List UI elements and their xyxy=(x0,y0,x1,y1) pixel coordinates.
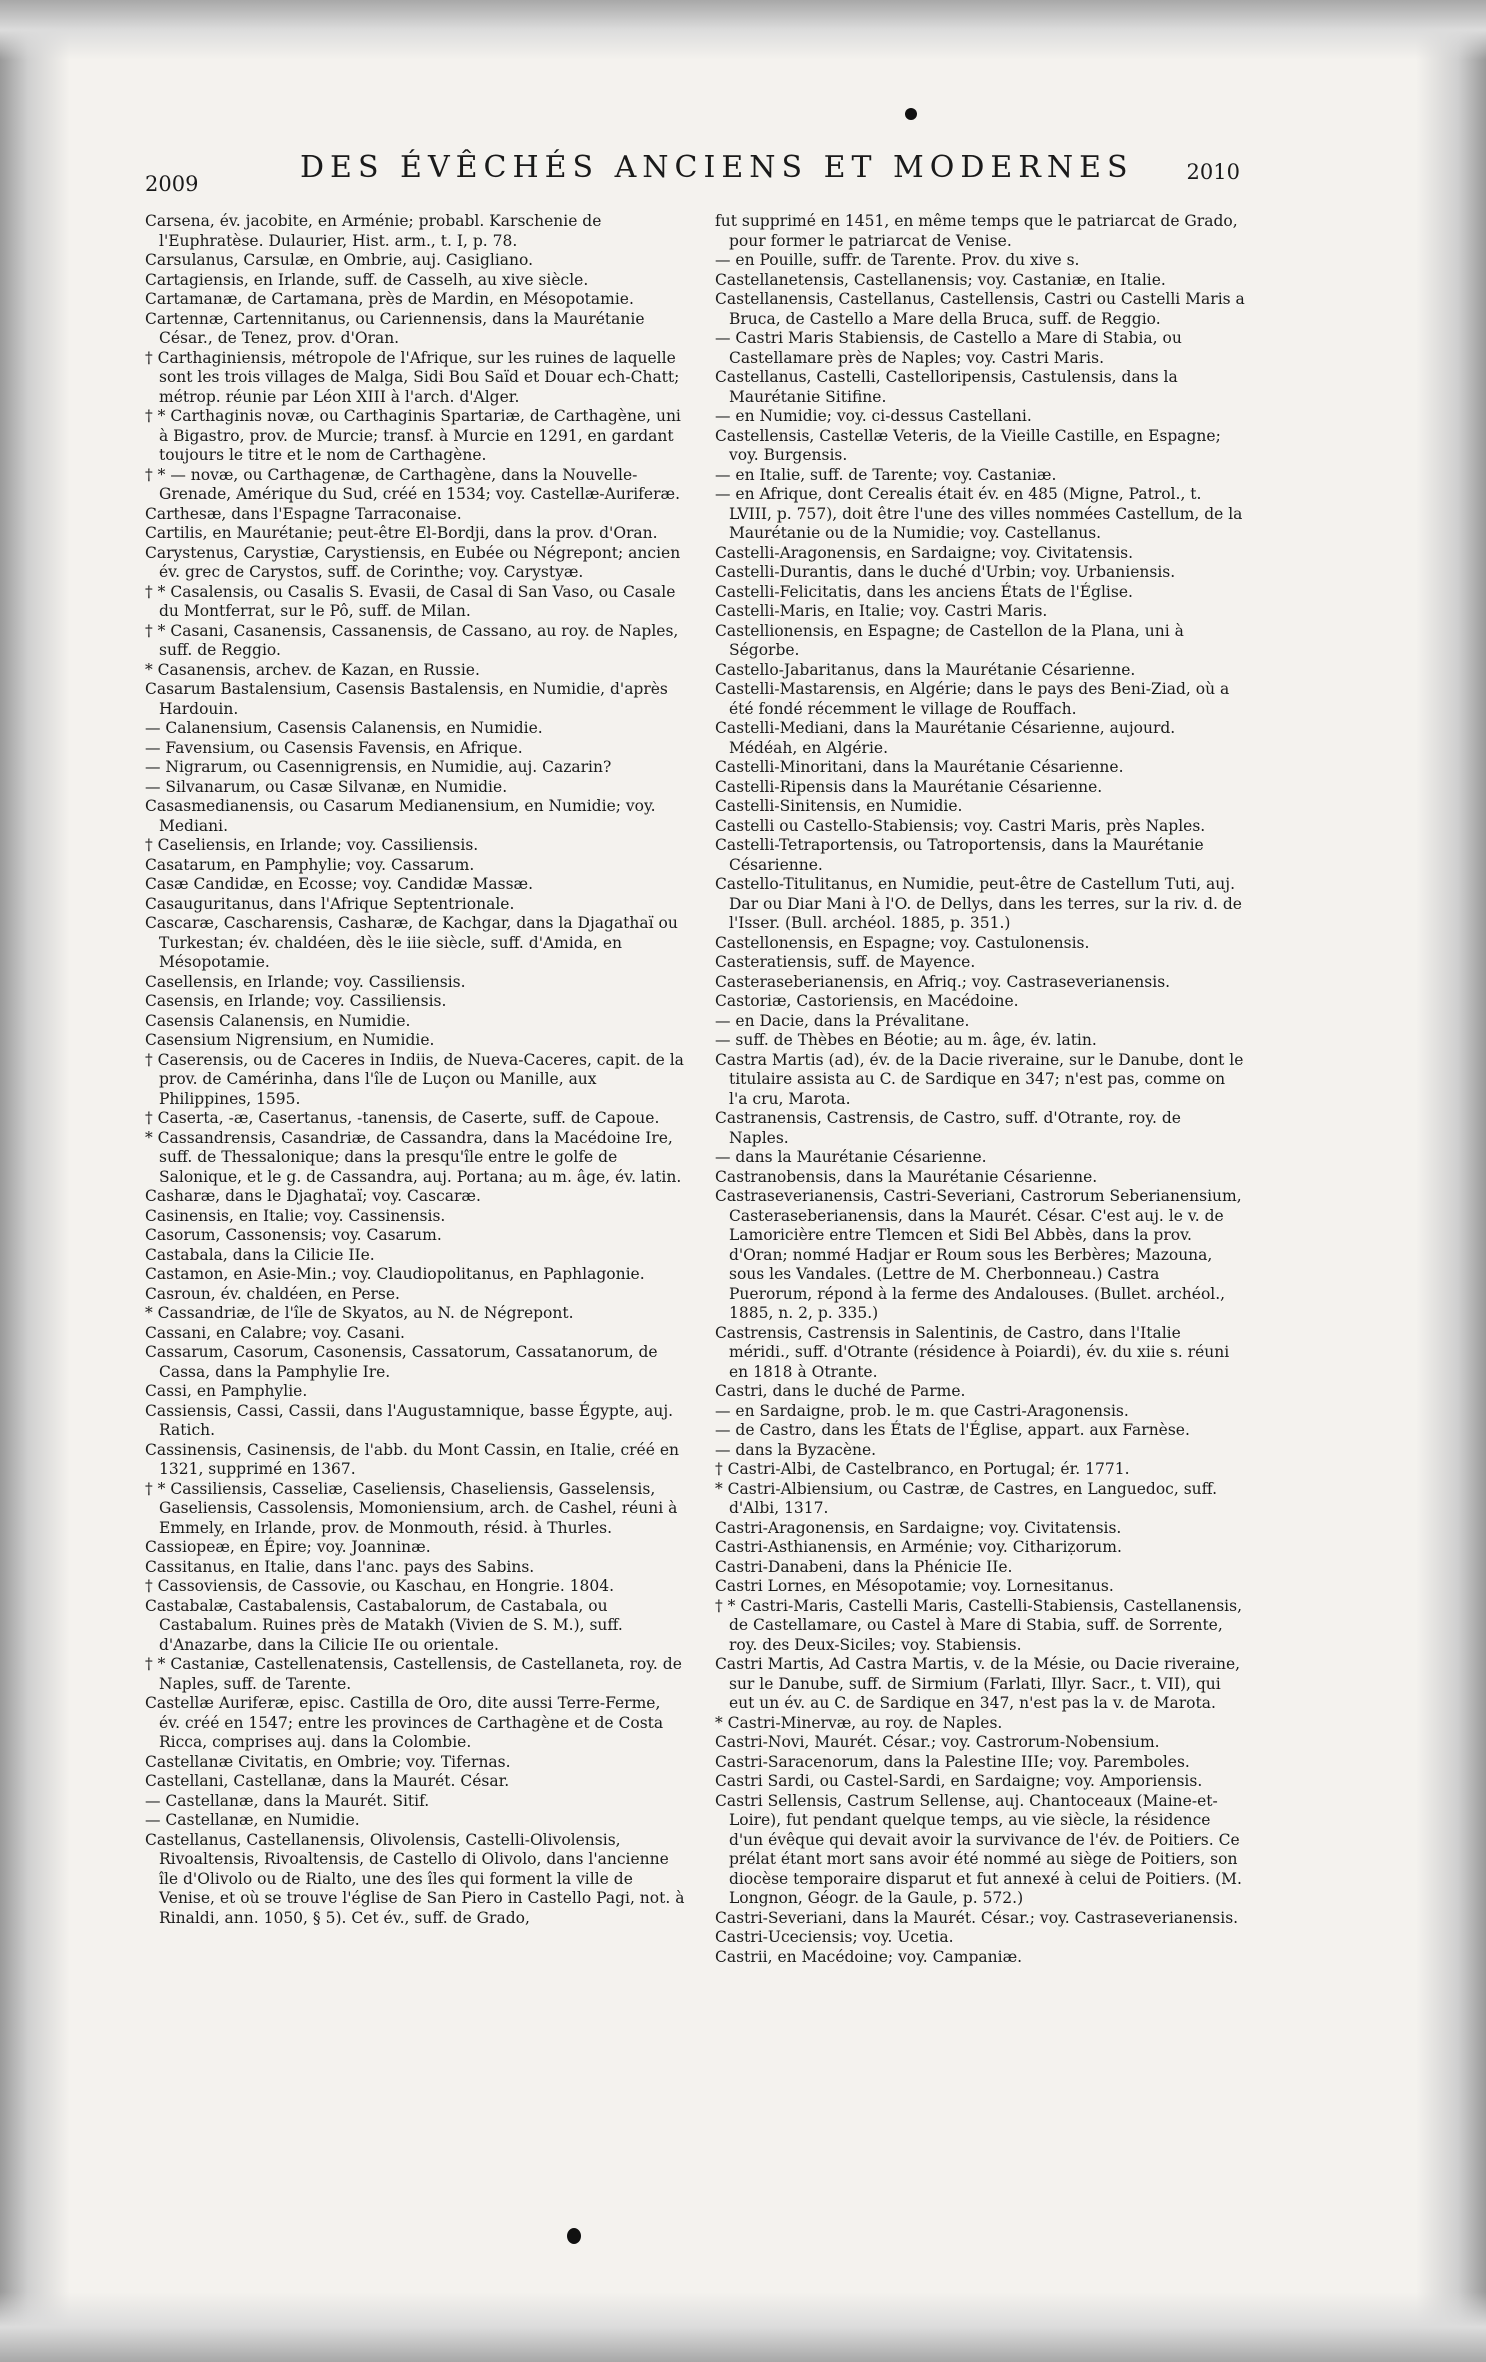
page-header xyxy=(145,150,1240,200)
dictionary-entry: Castelli-Sinitensis, en Numidie. xyxy=(715,797,963,815)
running-title: DES ÉVÊCHÉS ANCIENS ET MODERNES xyxy=(300,150,1134,185)
dictionary-entry: Castellonensis, en Espagne; voy. Castulonensis. xyxy=(715,933,1090,952)
dictionary-entry: † Cassoviensis, de Cassovie, ou Kaschau, en Hongrie. 1804. xyxy=(145,1577,615,1595)
dictionary-entry: Castellionensis, en Espagne; de Castellon de la Plana, uni à Ségorbe. xyxy=(715,621,1184,659)
dictionary-entry: * Cassandriæ, de l'île de Skyatos, au N. de Négrepont. xyxy=(145,1304,574,1322)
dictionary-entry: Castello-Titulitanus, en Numidie, peut-être de Castellum Tuti, auj. Dar ou Diar Mani à l'O. de Dellys, dans les terres, sur la riv. d. de l'Isser. (Bull. archéol. 1885, p. 351.) xyxy=(715,875,1242,932)
dictionary-entry: † Castri-Albi, de Castelbranco, en Portugal; ér. 1771. xyxy=(715,1460,1130,1478)
page-number-right: 2010 xyxy=(1186,160,1240,184)
dictionary-entry: — suff. de Thèbes en Béotie; au m. âge, év. latin. xyxy=(715,1031,1097,1049)
dictionary-entry: Castelli-Durantis, dans le duché d'Urbin; voy. Urbaniensis. xyxy=(715,563,1176,581)
dictionary-entry: † * Castaniæ, Castellenatensis, Castellensis, de Castellaneta, roy. de Naples, suff. de Tarente. xyxy=(145,1655,682,1693)
dictionary-entry: — Calanensium, Casensis Calanensis, en Numidie. xyxy=(145,719,543,737)
dictionary-entry: Castellæ Auriferæ, episc. Castilla de Oro, dite aussi Terre-Ferme, év. créé en 1547; entre les provinces de Carthagène et de Costa Ricca, comprises auj. dans la Colombie. xyxy=(145,1694,664,1751)
dictionary-entry: Cassani, en Calabre; voy. Casani. xyxy=(145,1323,405,1342)
dictionary-entry: Castri Martis, Ad Castra Martis, v. de la Mésie, ou Dacie riveraine, sur le Danube, suff. de Sirmium (Farlati, Illyr. Sacr., t. VII), qui eut un év. au C. de Sardique en 347, n'est pas la v. de Marota. xyxy=(715,1655,1241,1712)
dictionary-entry: Casæ Candidæ, en Ecosse; voy. Candidæ Massæ. xyxy=(145,875,534,893)
text-column-left xyxy=(145,212,685,1928)
dictionary-entry: — en Dacie, dans la Prévalitane. xyxy=(715,1011,970,1030)
dictionary-entry: Castrii, en Macédoine; voy. Campaniæ. xyxy=(715,1947,1023,1966)
dictionary-entry: Carsena, év. jacobite, en Arménie; probabl. Karschenie de l'Euphratèse. Dulaurier, Hist. arm., t. I, p. 78. xyxy=(145,212,602,250)
dictionary-entry: Castelli-Felicitatis, dans les anciens États de l'Église. xyxy=(715,582,1133,601)
scan-shadow-bottom xyxy=(0,2292,1486,2362)
dictionary-entry: Cartagiensis, en Irlande, suff. de Casselh, au xive siècle. xyxy=(145,270,589,289)
dictionary-entry: Castri-Novi, Maurét. César.; voy. Castrorum-Nobensium. xyxy=(715,1733,1160,1751)
dictionary-entry: Casorum, Cassonensis; voy. Casarum. xyxy=(145,1226,442,1244)
dictionary-entry: Castabala, dans la Cilicie IIe. xyxy=(145,1245,375,1264)
dictionary-entry: Cassiensis, Cassi, Cassii, dans l'Augustamnique, basse Égypte, auj. Ratich. xyxy=(145,1401,674,1439)
dictionary-entry: † Caseliensis, en Irlande; voy. Cassiliensis. xyxy=(145,836,479,854)
dictionary-entry: Castoriæ, Castoriensis, en Macédoine. xyxy=(715,992,1019,1010)
scan-shadow-top xyxy=(0,0,1486,60)
dictionary-entry: Castelli-Maris, en Italie; voy. Castri Maris. xyxy=(715,602,1048,620)
dictionary-entry: — en Italie, suff. de Tarente; voy. Castaniæ. xyxy=(715,465,1057,484)
dictionary-entry: † Caserensis, ou de Caceres in Indiis, de Nueva-Caceres, capit. de la prov. de Camérinha, dans l'île de Luçon ou Manille, aux Philippines, 1595. xyxy=(145,1050,684,1108)
dictionary-entry: Castelli-Ripensis dans la Maurétanie Césarienne. xyxy=(715,777,1103,796)
dictionary-entry: — de Castro, dans les États de l'Église, appart. aux Farnèse. xyxy=(715,1421,1190,1439)
dictionary-entry: † * Cassiliensis, Casseliæ, Caseliensis, Chaseliensis, Gasselensis, Gaseliensis, Cassolensis, Momoniensium, arch. de Cashel, réuni à Emmely, en Irlande, prov. de Monmouth, résid. à Thurles. xyxy=(145,1479,678,1537)
dictionary-entry: † * Casalensis, ou Casalis S. Evasii, de Casal di San Vaso, ou Casale du Montferrat, sur le Pô, suff. de Milan. xyxy=(145,582,676,620)
dictionary-entry: Carthesæ, dans l'Espagne Tarraconaise. xyxy=(145,504,462,523)
dictionary-entry: Castri-Uceciensis; voy. Ucetia. xyxy=(715,1928,954,1946)
dictionary-entry: † * Castri-Maris, Castelli Maris, Castelli-Stabiensis, Castellanensis, de Castellamare, ou Castel à Mare di Stabia, suff. de Sorrente, roy. des Deux-Siciles; voy. Stabiensis. xyxy=(715,1596,1243,1654)
ink-mark-top xyxy=(905,108,917,120)
dictionary-entry: Castrensis, Castrensis in Salentinis, de Castro, dans l'Italie méridi., suff. d'Otrante (résidence à Poiardi), év. du xiie s. réuni en 1818 à Otrante. xyxy=(715,1323,1230,1381)
dictionary-entry: Casarum Bastalensium, Casensis Bastalensis, en Numidie, d'après Hardouin. xyxy=(145,680,668,718)
dictionary-entry: Casensis, en Irlande; voy. Cassiliensis. xyxy=(145,992,447,1010)
dictionary-entry: Castamon, en Asie-Min.; voy. Claudiopolitanus, en Paphlagonie. xyxy=(145,1265,645,1283)
dictionary-entry: Casharæ, dans le Djaghataï; voy. Cascaræ. xyxy=(145,1187,481,1205)
dictionary-entry: Casauguritanus, dans l'Afrique Septentrionale. xyxy=(145,894,515,913)
dictionary-entry: * Cassandrensis, Casandriæ, de Cassandra, dans la Macédoine Ire, suff. de Thessalonique; dans la presqu'île entre le golfe de Salonique, et le g. de Cassandra, auj. Portana; au m. âge, év. latin. xyxy=(145,1128,682,1186)
dictionary-entry: — Favensium, ou Casensis Favensis, en Afrique. xyxy=(145,738,523,757)
dictionary-entry: Cartilis, en Maurétanie; peut-être El-Bordji, dans la prov. d'Oran. xyxy=(145,524,658,542)
dictionary-entry: Castri Sardi, ou Castel-Sardi, en Sardaigne; voy. Amporiensis. xyxy=(715,1772,1203,1790)
dictionary-entry: fut supprimé en 1451, en même temps que le patriarcat de Grado, pour former le patriarcat de Venise. xyxy=(715,212,1238,250)
dictionary-entry: Castelli-Mastarensis, en Algérie; dans le pays des Beni-Ziad, où a été fondé récemment le village de Rouffach. xyxy=(715,680,1230,718)
dictionary-entry: Carystenus, Carystiæ, Carystiensis, en Eubée ou Négrepont; ancien év. grec de Carystos, suff. de Corinthe; voy. Carystyæ. xyxy=(145,543,681,581)
dictionary-entry: * Casanensis, archev. de Kazan, en Russie. xyxy=(145,660,480,679)
dictionary-entry: — en Sardaigne, prob. le m. que Castri-Aragonensis. xyxy=(715,1401,1129,1420)
scan-shadow-left xyxy=(0,0,70,2362)
dictionary-entry: Casasmedianensis, ou Casarum Medianensium, en Numidie; voy. Mediani. xyxy=(145,797,656,835)
dictionary-entry: Casroun, év. chaldéen, en Perse. xyxy=(145,1284,400,1303)
dictionary-entry: Castri-Danabeni, dans la Phénicie IIe. xyxy=(715,1557,1013,1576)
dictionary-entry: Castellensis, Castellæ Veteris, de la Vieille Castille, en Espagne; voy. Burgensis. xyxy=(715,426,1221,464)
dictionary-entry: Castelli ou Castello-Stabiensis; voy. Castri Maris, près Naples. xyxy=(715,816,1206,835)
dictionary-entry: Cassarum, Casorum, Casonensis, Cassatorum, Cassatanorum, de Cassa, dans la Pamphylie Ire. xyxy=(145,1343,658,1381)
dictionary-entry: — Castellanæ, dans la Maurét. Sitif. xyxy=(145,1791,430,1810)
dictionary-entry: Castra Martis (ad), év. de la Dacie riveraine, sur le Danube, dont le titulaire assista au C. de Sardique en 347; n'est pas, comme on l'a cru, Marota. xyxy=(715,1050,1244,1108)
dictionary-entry: † Carthaginiensis, métropole de l'Afrique, sur les ruines de laquelle sont les trois villages de Malga, Sidi Bou Saïd et Douar ech-Chatt; métrop. réunie par Léon XIII à l'arch. d'Alger. xyxy=(145,348,680,406)
dictionary-entry: Castellanus, Castellanensis, Olivolensis, Castelli-Olivolensis, Rivoaltensis, Rivoaltensis, de Castello di Olivolo, dans l'ancienne île d'Olivolo ou de Rialto, une des îles qui forment la ville de Venise, et où se trouve l'église de San Piero in Castello Pagi, not. à Rinaldi, ann. 1050, § 5). Cet év., suff. de Grado, xyxy=(145,1830,685,1927)
dictionary-entry: — en Numidie; voy. ci-dessus Castellani. xyxy=(715,407,1032,425)
dictionary-entry: — Castellanæ, en Numidie. xyxy=(145,1811,360,1829)
dictionary-entry: Casatarum, en Pamphylie; voy. Cassarum. xyxy=(145,855,475,874)
dictionary-entry: Castabalæ, Castabalensis, Castabalorum, de Castabala, ou Castabalum. Ruines près de Matakh (Vivien de S. M.), suff. d'Anazarbe, dans la Cilicie IIe ou orientale. xyxy=(145,1596,623,1654)
dictionary-entry: * Castri-Minervæ, au roy. de Naples. xyxy=(715,1713,1003,1732)
dictionary-entry: * Castri-Albiensium, ou Castræ, de Castres, en Languedoc, suff. d'Albi, 1317. xyxy=(715,1479,1218,1517)
dictionary-entry: Cassitanus, en Italie, dans l'anc. pays des Sabins. xyxy=(145,1557,535,1576)
dictionary-entry: — dans la Maurétanie Césarienne. xyxy=(715,1148,987,1166)
dictionary-entry: Cassiopeæ, en Épire; voy. Joanninæ. xyxy=(145,1538,431,1556)
dictionary-entry: Casellensis, en Irlande; voy. Cassiliensis. xyxy=(145,972,466,991)
dictionary-entry: Castellanæ Civitatis, en Ombrie; voy. Tifernas. xyxy=(145,1752,511,1771)
dictionary-entry: — en Afrique, dont Cerealis était év. en 485 (Migne, Patrol., t. LVIII, p. 757), doit être l'une des villes nommées Castellum, de la Maurétanie ou de la Numidie; voy. Castellanus. xyxy=(715,485,1243,542)
dictionary-entry: Castri-Asthianensis, en Arménie; voy. Cithariẓorum. xyxy=(715,1538,1122,1556)
dictionary-entry: Cartennæ, Cartennitanus, ou Cariennensis, dans la Maurétanie César., de Tenez, prov. d'Oran. xyxy=(145,309,645,347)
dictionary-entry: Castelli-Mediani, dans la Maurétanie Césarienne, aujourd. Médéah, en Algérie. xyxy=(715,719,1176,757)
dictionary-entry: Cartamanæ, de Cartamana, près de Mardin, en Mésopotamie. xyxy=(145,290,634,308)
dictionary-entry: Castri, dans le duché de Parme. xyxy=(715,1382,966,1400)
dictionary-entry: Castri-Severiani, dans la Maurét. César.; voy. Castraseverianensis. xyxy=(715,1908,1239,1927)
dictionary-entry: — Silvanarum, ou Casæ Silvanæ, en Numidie. xyxy=(145,777,508,796)
dictionary-entry: Castellanus, Castelli, Castelloripensis, Castulensis, dans la Maurétanie Sitifine. xyxy=(715,368,1178,406)
dictionary-entry: Cassinensis, Casinensis, de l'abb. du Mont Cassin, en Italie, créé en 1321, supprimé en 1367. xyxy=(145,1440,679,1478)
dictionary-entry: — dans la Byzacène. xyxy=(715,1440,877,1459)
dictionary-entry: Casensis Calanensis, en Numidie. xyxy=(145,1011,411,1030)
dictionary-entry: Castellani, Castellanæ, dans la Maurét. César. xyxy=(145,1772,510,1790)
dictionary-entry: Castellanensis, Castellanus, Castellensis, Castri ou Castelli Maris a Bruca, de Castello a Mare della Bruca, suff. de Reggio. xyxy=(715,290,1245,328)
dictionary-entry: † Caserta, -æ, Casertanus, -tanensis, de Caserte, suff. de Capoue. xyxy=(145,1109,660,1127)
dictionary-entry: Castri-Saracenorum, dans la Palestine IIIe; voy. Paremboles. xyxy=(715,1752,1190,1771)
dictionary-entry: Casinensis, en Italie; voy. Cassinensis. xyxy=(145,1206,446,1225)
dictionary-entry: Castranensis, Castrensis, de Castro, suff. d'Otrante, roy. de Naples. xyxy=(715,1109,1181,1147)
dictionary-entry: Castellanetensis, Castellanensis; voy. Castaniæ, en Italie. xyxy=(715,270,1166,289)
dictionary-entry: Castelli-Tetraportensis, ou Tatroportensis, dans la Maurétanie Césarienne. xyxy=(715,836,1204,874)
dictionary-entry: † * Carthaginis novæ, ou Carthaginis Spartariæ, de Carthagène, uni à Bigastro, prov. de Murcie; transf. à Murcie en 1291, en gardant toujours le titre et le nom de Carthagène. xyxy=(145,407,681,464)
scan-shadow-right xyxy=(1416,0,1486,2362)
dictionary-entry: — Nigrarum, ou Casennigrensis, en Numidie, auj. Cazarin? xyxy=(145,758,612,776)
dictionary-entry: Cassi, en Pamphylie. xyxy=(145,1382,308,1400)
dictionary-entry: — en Pouille, suffr. de Tarente. Prov. du xive s. xyxy=(715,251,1080,269)
dictionary-entry: Castri Sellensis, Castrum Sellense, auj. Chantoceaux (Maine-et-Loire), fut pendant quelque temps, au vie siècle, la résidence d'un évêque qui devait avoir la survivance de l'év. de Poitiers. Ce prélat étant mort sans avoir été nommé au siège de Poitiers, son diocèse temporaire disparut et fut annexé à celui de Poitiers. (M. Longnon, Géogr. de la Gaule, p. 572.) xyxy=(715,1791,1242,1907)
dictionary-entry: Casensium Nigrensium, en Numidie. xyxy=(145,1031,435,1049)
page-number-left: 2009 xyxy=(145,172,199,196)
dictionary-entry: Castri Lornes, en Mésopotamie; voy. Lornesitanus. xyxy=(715,1577,1114,1595)
text-column-right xyxy=(715,212,1245,1967)
dictionary-entry: Casteratiensis, suff. de Mayence. xyxy=(715,953,976,971)
dictionary-entry: Castri-Aragonensis, en Sardaigne; voy. Civitatensis. xyxy=(715,1518,1122,1537)
dictionary-entry: Casteraseberianensis, en Afriq.; voy. Castraseverianensis. xyxy=(715,972,1171,991)
dictionary-entry: Castranobensis, dans la Maurétanie Césarienne. xyxy=(715,1167,1098,1186)
dictionary-entry: Castello-Jabaritanus, dans la Maurétanie Césarienne. xyxy=(715,660,1136,679)
dictionary-entry: Castelli-Aragonensis, en Sardaigne; voy. Civitatensis. xyxy=(715,543,1134,562)
ink-mark-bottom xyxy=(567,2228,581,2244)
dictionary-entry: Carsulanus, Carsulæ, en Ombrie, auj. Casigliano. xyxy=(145,251,533,269)
dictionary-entry: Cascaræ, Cascharensis, Casharæ, de Kachgar, dans la Djagathaï ou Turkestan; év. chaldéen, dès le iiie siècle, suff. d'Amida, en Mésopotamie. xyxy=(145,914,678,971)
dictionary-entry: † * Casani, Casanensis, Cassanensis, de Cassano, au roy. de Naples, suff. de Reggio. xyxy=(145,621,679,659)
dictionary-entry: Castelli-Minoritani, dans la Maurétanie Césarienne. xyxy=(715,758,1124,776)
dictionary-entry: Castraseverianensis, Castri-Severiani, Castrorum Seberianensium, Casteraseberianensis, dans la Maurét. César. C'est auj. le v. de Lamoricière entre Tlemcen et Sidi Bel Abbès, dans la prov. d'Oran; nommé Hadjar er Roum sous les Berbères; Mazouna, sous les Vandales. (Lettre de M. Cherbonneau.) Castra Puerorum, répond à la ferme des Andalouses. (Bullet. archéol., 1885, n. 2, p. 335.) xyxy=(715,1187,1242,1322)
dictionary-entry: † * — novæ, ou Carthagenæ, de Carthagène, dans la Nouvelle-Grenade, Amérique du Sud, créé en 1534; voy. Castellæ-Auriferæ. xyxy=(145,465,680,503)
dictionary-entry: — Castri Maris Stabiensis, de Castello a Mare di Stabia, ou Castellamare près de Naples; voy. Castri Maris. xyxy=(715,329,1182,367)
